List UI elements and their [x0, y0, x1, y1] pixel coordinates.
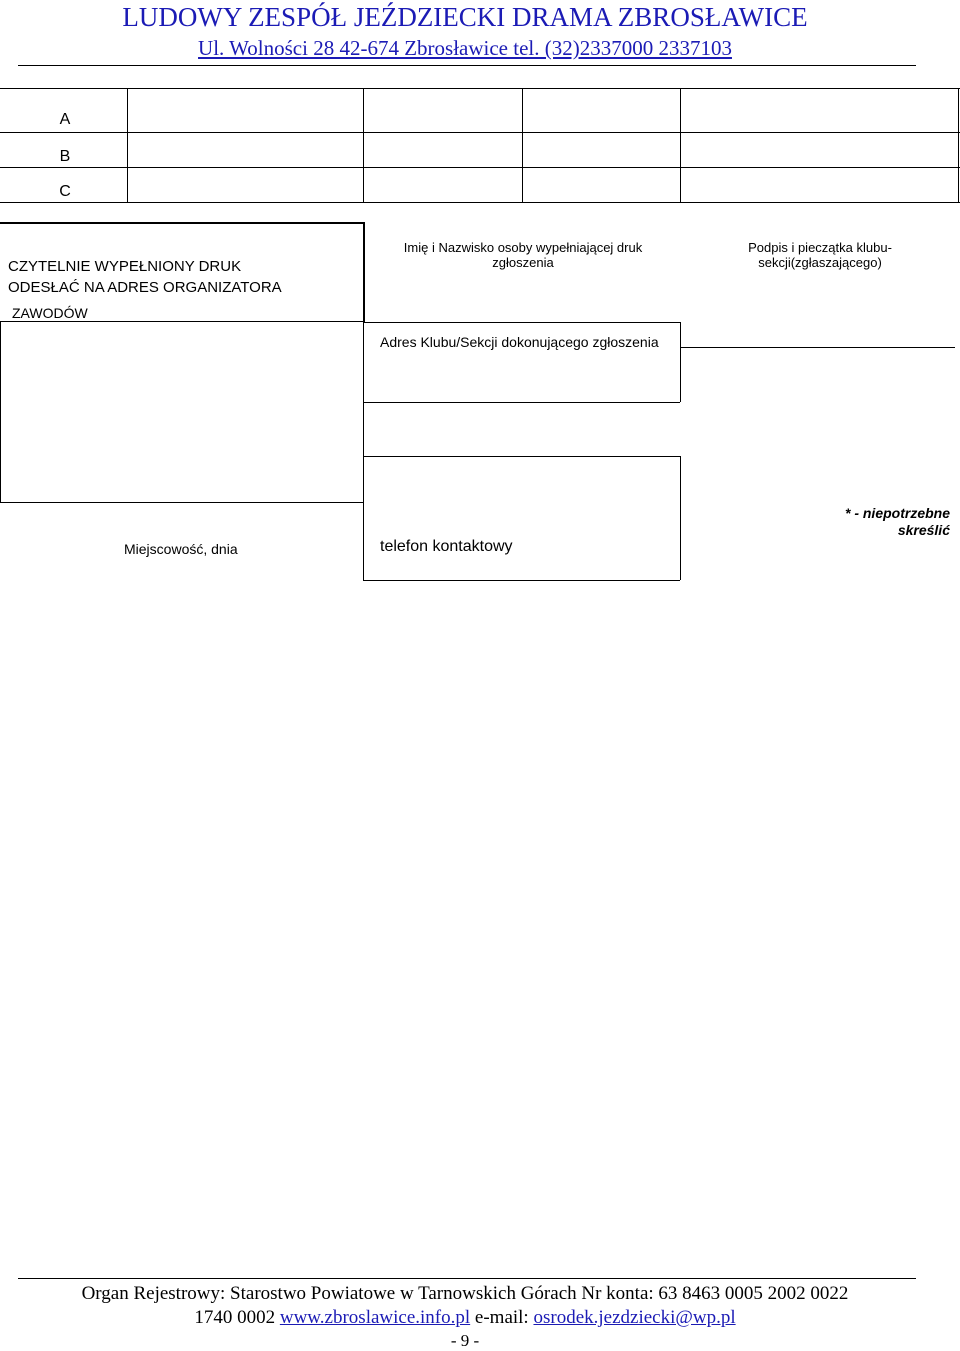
- phone-label: telefon kontaktowy: [380, 538, 513, 555]
- strike-out-note: * - niepotrzebne skreślić: [844, 505, 950, 538]
- box-line: [0, 502, 363, 503]
- box-line: [363, 222, 365, 322]
- table-line: [0, 88, 960, 89]
- table-line: [0, 132, 960, 133]
- box-line: [363, 402, 680, 403]
- footer-divider: [18, 1278, 916, 1279]
- box-line: [0, 321, 365, 322]
- organization-title: LUDOWY ZESPÓŁ JEŹDZIECKI DRAMA ZBROSŁAWICE: [122, 2, 808, 32]
- row-label-b: B: [59, 148, 71, 165]
- box-line: [363, 580, 680, 581]
- table-line: [522, 88, 523, 202]
- email-link[interactable]: osrodek.jezdziecki@wp.pl: [533, 1307, 736, 1328]
- organization-address: Ul. Wolności 28 42-674 Zbrosławice tel. (32)2337000 2337103: [198, 36, 732, 60]
- page-number: - 9 -: [450, 1331, 480, 1350]
- table-line: [0, 167, 960, 168]
- footer-registration: Organ Rejestrowy: Starostwo Powiatowe w Tarnowskich Górach Nr konta: 63 8463 0005 2002 0022: [81, 1283, 849, 1304]
- instruction-line-3: ZAWODÓW: [12, 305, 88, 321]
- footer-contact: [0, 1307, 930, 1329]
- box-line: [363, 456, 680, 457]
- email-label: e-mail:: [474, 1307, 529, 1328]
- box-line: [680, 456, 681, 580]
- instruction-line-2: ODESŁAĆ NA ADRES ORGANIZATORA: [8, 279, 282, 296]
- table-line: [958, 88, 959, 202]
- instruction-line-1: CZYTELNIE WYPEŁNIONY DRUK: [8, 258, 242, 275]
- place-date-label: Miejscowość, dnia: [124, 541, 238, 557]
- table-line: [363, 88, 364, 202]
- club-address-label: Adres Klubu/Sekcji dokonującego zgłoszenia: [380, 334, 659, 350]
- table-line: [680, 88, 681, 202]
- box-line: [0, 322, 1, 502]
- box-line: [0, 222, 365, 224]
- row-label-a: A: [59, 111, 71, 128]
- header-divider: [18, 65, 916, 66]
- box-line: [363, 322, 680, 323]
- box-line: [680, 322, 681, 402]
- filler-name-label: Imię i Nazwisko osoby wypełniającej druk zgłoszenia: [403, 240, 643, 270]
- row-label-c: C: [59, 183, 71, 200]
- footer-account-suffix: 1740 0002: [194, 1307, 276, 1328]
- table-line: [127, 88, 128, 202]
- signature-label: Podpis i pieczątka klubu-sekcji(zgłaszającego): [748, 240, 892, 270]
- box-line: [680, 347, 955, 348]
- box-line: [363, 322, 364, 580]
- website-link[interactable]: www.zbroslawice.info.pl: [279, 1307, 471, 1328]
- table-line: [0, 202, 960, 203]
